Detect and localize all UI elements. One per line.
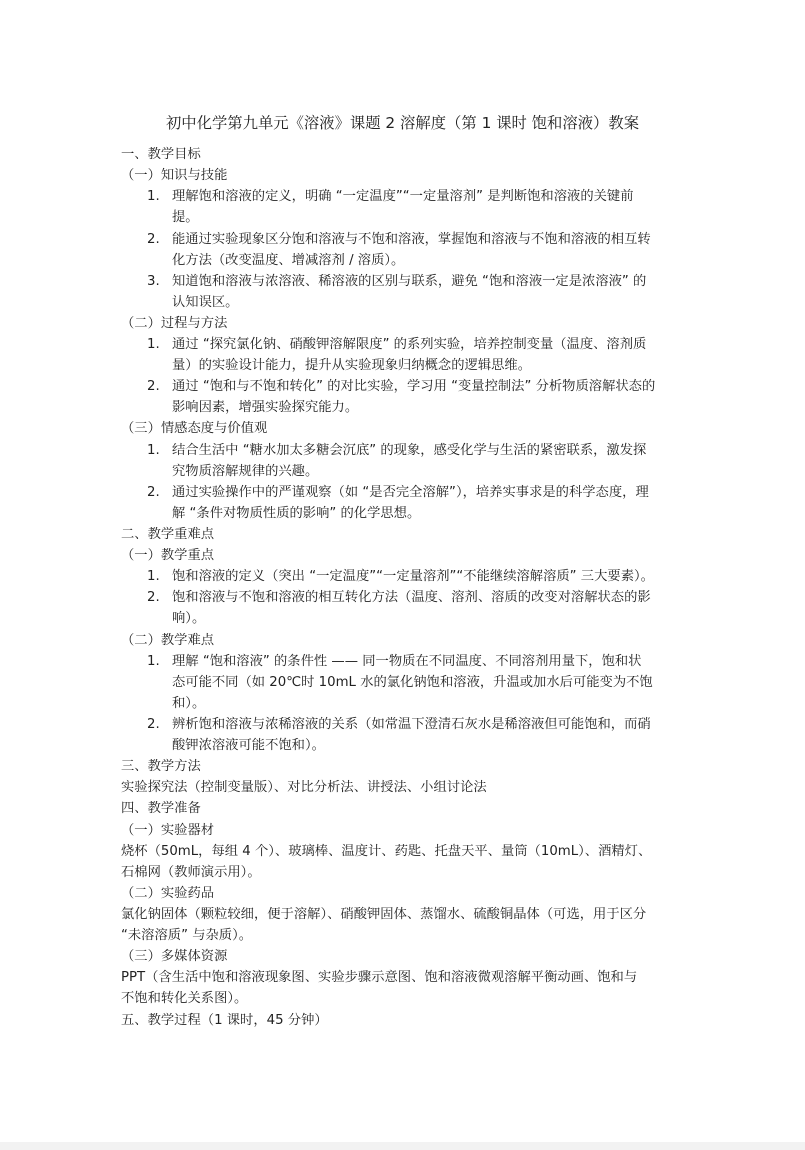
list-item-text: 影响因素，增强实验探究能力。 xyxy=(172,400,359,415)
section-heading: 一、教学目标 xyxy=(121,147,201,162)
list-number: 1. xyxy=(147,654,160,669)
section-heading: 二、教学重难点 xyxy=(121,527,215,542)
list-number: 1. xyxy=(147,569,160,584)
list-item-text: 化方法（改变温度、增减溶剂 / 溶质）。 xyxy=(172,253,405,268)
list-item-text: 通过 “饱和与不饱和转化” 的对比实验，学习用 “变量控制法” 分析物质溶解状态的 xyxy=(172,379,656,394)
section-heading: 三、教学方法 xyxy=(121,759,201,774)
list-item-text: 辨析饱和溶液与浓稀溶液的关系（如常温下澄清石灰水是稀溶液但可能饱和，而硝 xyxy=(172,717,651,732)
list-number: 2. xyxy=(147,717,160,732)
list-number: 1. xyxy=(147,189,160,204)
list-item-text: 饱和溶液的定义（突出 “一定温度”“一定量溶剂”“不能继续溶解溶质” 三大要素）。 xyxy=(172,569,654,584)
list-number: 2. xyxy=(147,379,160,394)
paragraph: 不饱和转化关系图）。 xyxy=(121,991,248,1006)
list-number: 2. xyxy=(147,485,160,500)
subsection-heading: （一）教学重点 xyxy=(121,548,215,563)
list-item-text: 究物质溶解规律的兴趣。 xyxy=(172,464,319,479)
section-heading: 五、教学过程（1 课时，45 分钟） xyxy=(121,1013,328,1028)
section-heading: 四、教学准备 xyxy=(121,801,201,816)
subsection-heading: （二）过程与方法 xyxy=(121,316,228,331)
list-item-text: 能通过实验现象区分饱和溶液与不饱和溶液，掌握饱和溶液与不饱和溶液的相互转 xyxy=(172,232,651,247)
paragraph: 氯化钠固体（颗粒较细，便于溶解）、硝酸钾固体、蒸馏水、硫酸铜晶体（可选，用于区分 xyxy=(121,907,647,922)
paragraph: PPT（含生活中饱和溶液现象图、实验步骤示意图、饱和溶液微观溶解平衡动画、饱和与 xyxy=(121,970,638,985)
list-item-text: 提。 xyxy=(172,210,199,225)
list-item-text: 结合生活中 “糖水加太多糖会沉底” 的现象，感受化学与生活的紧密联系，激发探 xyxy=(172,443,647,458)
subsection-heading: （二）教学难点 xyxy=(121,633,215,648)
list-number: 2. xyxy=(147,590,160,605)
subsection-heading: （二）实验药品 xyxy=(121,886,215,901)
subsection-heading: （三）情感态度与价值观 xyxy=(121,421,268,436)
list-item-text: 饱和溶液与不饱和溶液的相互转化方法（温度、溶剂、溶质的改变对溶解状态的影 xyxy=(172,590,651,605)
list-number: 3. xyxy=(147,274,160,289)
list-item-text: 解 “条件对物质性质的影响” 的化学思想。 xyxy=(172,506,421,521)
subsection-heading: （一）实验器材 xyxy=(121,823,215,838)
paragraph: “未溶溶质” 与杂质）。 xyxy=(121,928,253,943)
list-item-text: 响）。 xyxy=(172,611,206,626)
list-item-text: 通过 “探究氯化钠、硝酸钾溶解限度” 的系列实验，培养控制变量（温度、溶剂质 xyxy=(172,337,647,352)
subsection-heading: （三）多媒体资源 xyxy=(121,949,228,964)
list-item-text: 通过实验操作中的严谨观察（如 “是否完全溶解”），培养实事求是的科学态度，理 xyxy=(172,485,649,500)
list-item-text: 知道饱和溶液与浓溶液、稀溶液的区别与联系，避免 “饱和溶液一定是浓溶液” 的 xyxy=(172,274,647,289)
list-item-text: 酸钾浓溶液可能不饱和）。 xyxy=(172,738,325,753)
subsection-heading: （一）知识与技能 xyxy=(121,168,228,183)
paragraph: 石棉网（教师演示用）。 xyxy=(121,865,261,880)
list-item-text: 量）的实验设计能力，提升从实验现象归纳概念的逻辑思维。 xyxy=(172,358,532,373)
list-item-text: 和）。 xyxy=(172,696,206,711)
list-item-text: 理解饱和溶液的定义，明确 “一定温度”“一定量溶剂” 是判断饱和溶液的关键前 xyxy=(172,189,634,204)
list-number: 1. xyxy=(147,443,160,458)
paragraph: 烧杯（50mL，每组 4 个）、玻璃棒、温度计、药匙、托盘天平、量筒（10mL）、酒精灯、 xyxy=(121,844,652,859)
paragraph: 实验探究法（控制变量版）、对比分析法、讲授法、小组讨论法 xyxy=(121,780,487,795)
list-item-text: 理解 “饱和溶液” 的条件性 —— 同一物质在不同温度、不同溶剂用量下，饱和状 xyxy=(172,654,642,669)
document-title: 初中化学第九单元《溶液》课题 2 溶解度（第 1 课时 饱和溶液）教案 xyxy=(165,114,640,132)
list-number: 2. xyxy=(147,232,160,247)
list-item-text: 认知误区。 xyxy=(172,295,239,310)
list-item-text: 态可能不同（如 20℃时 10mL 水的氯化钠饱和溶液，升温或加水后可能变为不饱 xyxy=(172,675,653,690)
list-number: 1. xyxy=(147,337,160,352)
